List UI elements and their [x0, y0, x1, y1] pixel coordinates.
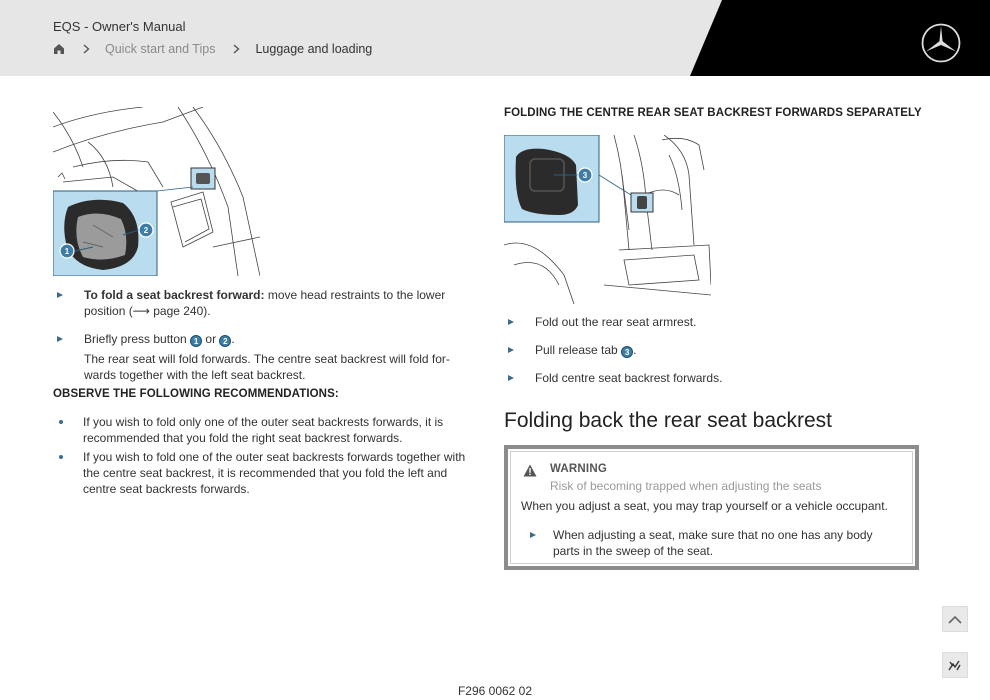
- step-pull-release-tab: Pull release tab 3 .: [535, 343, 637, 357]
- step-press-button: Briefly press button 1 or 2 .: [84, 332, 235, 346]
- chevron-right-icon: [83, 43, 90, 56]
- home-icon[interactable]: [53, 43, 65, 55]
- bullet-arrow-icon: [530, 532, 536, 538]
- gesture-icon: [947, 658, 963, 672]
- centre-backrest-illustration: [504, 135, 711, 304]
- step-fold-armrest: Fold out the rear seat armrest.: [535, 315, 697, 329]
- warning-subtitle: Risk of becoming trapped when adjusting the seats: [550, 479, 822, 493]
- app-title: EQS - Owner's Manual: [53, 19, 186, 34]
- step-result-line2: wards together with the left seat backrest.: [84, 368, 306, 382]
- figure-reference-code: F296 0062 02: [457, 684, 533, 698]
- bullet-arrow-icon: [508, 319, 514, 325]
- breadcrumb-item-luggage: Luggage and loading: [255, 42, 373, 56]
- chevron-right-icon: [233, 43, 240, 56]
- recommendation-2-line1: If you wish to fold one of the outer seat backrests forwards together with: [83, 450, 466, 464]
- bullet-arrow-icon: [508, 347, 514, 353]
- warning-text: When you adjust a seat, you may trap yourself or a vehicle occupant.: [521, 499, 888, 513]
- recommendation-2-line3: centre seat backrests forwards.: [83, 482, 250, 496]
- button-number-2: 2: [219, 335, 231, 347]
- bullet-arrow-icon: [57, 336, 63, 342]
- bullet-dot-icon: [59, 420, 63, 424]
- step-result-line1: The rear seat will fold forwards. The centre seat backrest will fold for-: [84, 352, 450, 366]
- recommendations-heading: OBSERVE THE FOLLOWING RECOMMENDATIONS:: [53, 388, 339, 400]
- bullet-arrow-icon: [508, 375, 514, 381]
- release-tab-number-3: 3: [621, 346, 633, 358]
- bullet-dot-icon: [59, 455, 63, 459]
- breadcrumb-item-quick-start[interactable]: Quick start and Tips: [105, 42, 216, 56]
- bullet-arrow-icon: [57, 292, 63, 298]
- step-fold-backrest: To fold a seat backrest forward: move head restraints to the lower: [84, 288, 446, 302]
- figure-label-1: 1: [64, 247, 70, 256]
- scroll-to-top-button[interactable]: [942, 606, 968, 632]
- section-heading-centre-backrest: FOLDING THE CENTRE REAR SEAT BACKREST FORWARDS SEPARATELY: [504, 107, 922, 119]
- recommendation-2-line2: the centre seat backrest, it is recommended that you fold the left and: [83, 466, 448, 480]
- warning-triangle-icon: [523, 464, 537, 477]
- button-number-1: 1: [190, 335, 202, 347]
- seat-release-illustration: [53, 107, 260, 276]
- warning-step-line1: When adjusting a seat, make sure that no one has any body: [553, 528, 873, 542]
- step-fold-backrest-line2: position (⟶ page 240).: [84, 304, 211, 318]
- warning-step-line2: parts in the sweep of the seat.: [553, 544, 714, 558]
- step-fold-centre-backrest: Fold centre seat backrest forwards.: [535, 371, 723, 385]
- step-fold-backrest-label: To fold a seat backrest forward:: [84, 288, 265, 302]
- figure-label-3: 3: [582, 171, 588, 180]
- recommendation-1-line2: recommended that you fold the right seat backrest forwards.: [83, 431, 403, 445]
- recommendation-1-line1: If you wish to fold only one of the outer seat backrests forwards, it is: [83, 415, 444, 429]
- gesture-tool-button[interactable]: [942, 652, 968, 678]
- warning-box: [504, 445, 919, 570]
- chevron-up-icon: [948, 615, 962, 624]
- warning-title: WARNING: [550, 463, 607, 475]
- figure-label-2: 2: [143, 226, 149, 235]
- section-title-folding-back: Folding back the rear seat backrest: [504, 409, 833, 432]
- breadcrumb: [53, 42, 372, 56]
- mercedes-star-logo[interactable]: [920, 22, 962, 64]
